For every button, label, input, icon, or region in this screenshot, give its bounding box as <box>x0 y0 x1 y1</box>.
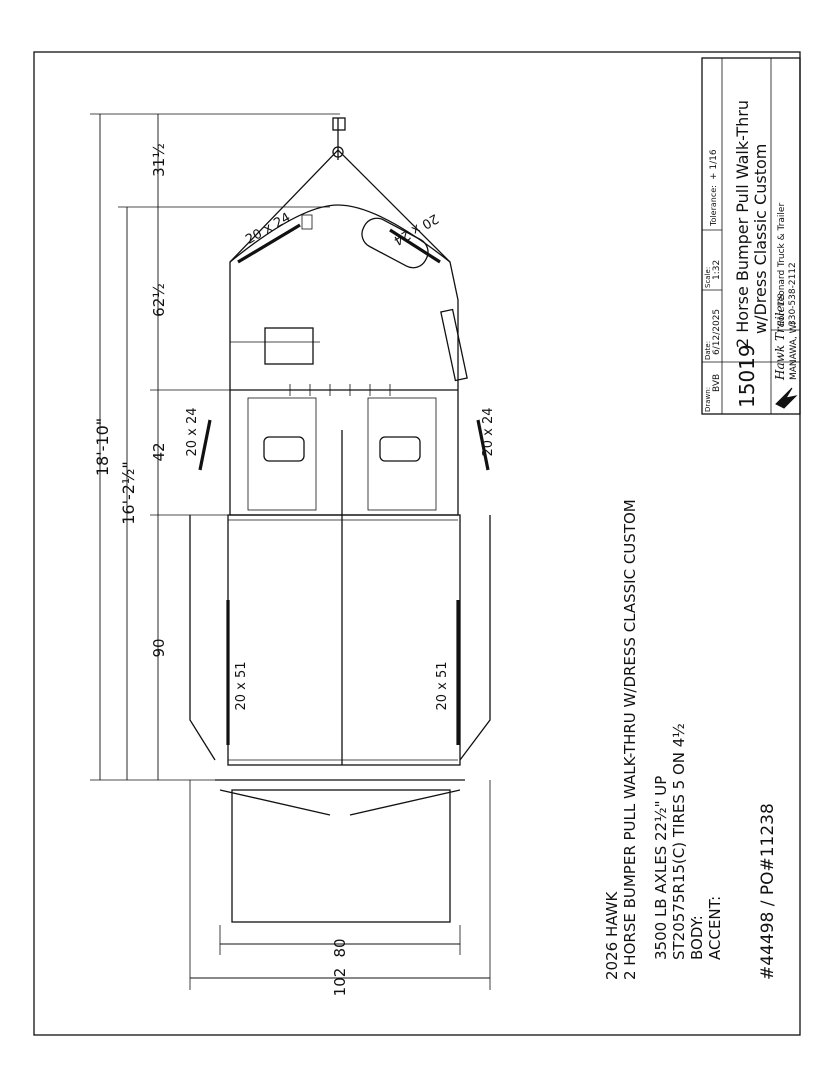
label-stall-window-left: 20 x 51 <box>234 661 249 711</box>
label-nose-window-left: 20 x 24 <box>243 210 294 248</box>
dress-cabinet <box>265 328 313 364</box>
dress-door <box>441 310 467 381</box>
spec-line-5: BODY: <box>688 915 706 960</box>
head-divider-left <box>248 398 316 510</box>
stall-area <box>228 515 460 765</box>
spec-line-2: 2 HORSE BUMPER PULL WALK-THRU W/DRESS CLASSIC CUSTOM <box>621 499 639 980</box>
head-divider-right <box>368 398 436 510</box>
hawk-logo-icon <box>776 388 796 408</box>
tb-date-value: 6/12/2025 <box>712 308 722 355</box>
tb-scale-value: 1:32 <box>712 259 722 280</box>
spec-line-4: ST20575R15(C) TIRES 5 ON 4½ <box>670 723 688 960</box>
dim-overall-length: 18'-10" <box>93 417 112 477</box>
tb-title-line-2: w/Dress Classic Custom <box>751 143 770 334</box>
dimension-lines <box>90 114 490 990</box>
tb-drawing-number: 15019 <box>735 344 759 408</box>
label-side-window-left: 20 x 24 <box>185 407 200 457</box>
dim-dress-section: 42 <box>150 442 168 462</box>
tb-for-line-1: For: Leonard Truck & Trailer <box>777 202 787 326</box>
spec-line-3: 3500 LB AXLES 22½" UP <box>652 775 670 960</box>
dim-tongue: 31½ <box>150 143 168 177</box>
dim-overall-width: 102 <box>331 967 349 997</box>
fender-right <box>460 515 490 760</box>
tb-scale-label: Scale: <box>704 266 712 288</box>
tb-brand-location: MANAWA, WI <box>789 321 799 380</box>
spec-notes <box>603 499 778 980</box>
ramp-area <box>232 790 450 922</box>
label-stall-window-right: 20 x 51 <box>435 661 450 711</box>
rear-door-left <box>220 790 330 815</box>
tb-tolerance-label: Tolerance: <box>709 185 718 226</box>
head-window-left <box>264 437 304 461</box>
coupler-head <box>333 118 345 130</box>
tb-drawn-value: BVB <box>712 373 722 392</box>
spec-line-6: ACCENT: <box>706 895 724 960</box>
label-side-window-right: 20 x 24 <box>481 407 496 457</box>
tb-tolerance-value: + 1/16 <box>709 149 719 180</box>
tb-date-label: Date: <box>704 340 712 360</box>
dim-stall-section: 90 <box>150 638 168 658</box>
tongue-left-rail <box>230 150 450 262</box>
dim-floor-width: 80 <box>331 938 349 958</box>
fender-left <box>190 515 215 760</box>
head-window-right <box>380 437 420 461</box>
nose-light <box>302 215 312 229</box>
dim-front-section: 62½ <box>150 283 168 317</box>
tb-title-line-1: 2 Horse Bumper Pull Walk-Thru <box>733 99 752 348</box>
trailer-plan <box>190 118 490 922</box>
tb-drawn-label: Drawn: <box>704 386 712 412</box>
tb-for-line-2: 330-538-2112 <box>788 262 798 326</box>
spec-line-7: #44498 / PO#11238 <box>758 803 778 980</box>
tb-brand: Hawk Trailers <box>773 293 787 380</box>
spec-line-1: 2026 HAWK <box>603 891 621 980</box>
rear-door-right <box>350 790 460 815</box>
label-nose-window-right: 20 x 24 <box>390 210 441 248</box>
side-window-left <box>200 420 210 470</box>
dim-body-length: 16'-2½" <box>119 461 138 525</box>
